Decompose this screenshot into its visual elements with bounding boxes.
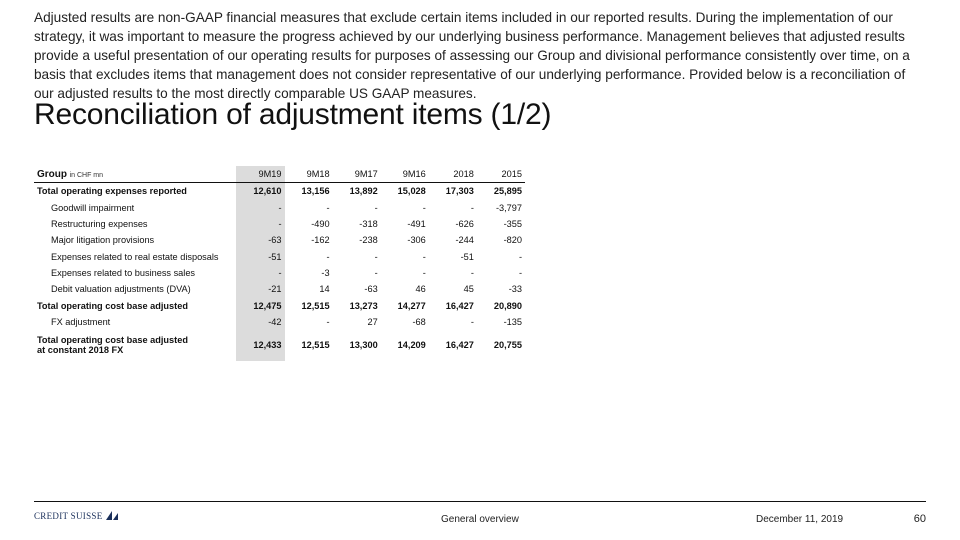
- cell: 13,156: [301, 186, 330, 197]
- cell: 12,515: [301, 300, 330, 311]
- cell: -3,797: [495, 202, 522, 213]
- cell: 12,515: [301, 340, 330, 351]
- cell: 15,028: [397, 186, 426, 197]
- cell: 12,475: [236, 297, 284, 313]
- table-row: [34, 183, 525, 200]
- table-row: [34, 265, 525, 281]
- cell: -51: [236, 248, 284, 264]
- cell: 13,892: [349, 186, 378, 197]
- cell: -318: [359, 219, 378, 230]
- table-header-row: [34, 166, 525, 183]
- row-label-line1: Total operating cost base adjusted: [37, 335, 188, 346]
- cell: 13,300: [349, 340, 378, 351]
- row-label: Expenses related to business sales: [51, 267, 196, 278]
- cell: -238: [359, 235, 378, 246]
- cell: -: [236, 265, 284, 281]
- page-title: Reconciliation of adjustment items (1/2): [34, 98, 552, 131]
- cell: 14,209: [397, 340, 426, 351]
- cell: 12,433: [236, 330, 284, 361]
- cell: 20,890: [493, 300, 522, 311]
- cell: -: [422, 251, 426, 262]
- table-row: [34, 248, 525, 264]
- table-row: [34, 297, 525, 313]
- table-row: [34, 200, 525, 216]
- row-label: Restructuring expenses: [51, 219, 148, 230]
- cell: 16,427: [445, 300, 474, 311]
- cell: -: [518, 251, 522, 262]
- cell: -135: [503, 316, 522, 327]
- page-number: 60: [913, 513, 926, 525]
- row-label: Debit valuation adjustments (DVA): [51, 284, 191, 295]
- cell: 16,427: [445, 340, 474, 351]
- intro-paragraph: Adjusted results are non-GAAP financial measures that exclude certain items included in our reported results. During the implementation of our strategy, it was important to measure the progress achieved by our underlying business performance. Management believes that adjusted results provide a useful presentation of our operating results for purposes of assessing our Group and divisional performance consistently over time, on a basis that excludes items that management does not consider representative of our underlying performance. Provided below is a reconciliation of our adjusted results to the most directly comparable US GAAP measures.: [34, 10, 910, 101]
- cell: -3: [321, 267, 330, 278]
- col-header: 9M17: [333, 166, 381, 183]
- footer-section: General overview: [441, 514, 519, 525]
- header-unit: in CHF mn: [69, 171, 104, 179]
- cell: 17,303: [445, 186, 474, 197]
- cell: -: [236, 200, 284, 216]
- footer-divider: [34, 501, 926, 502]
- cell: -490: [311, 219, 330, 230]
- cell: 13,273: [349, 300, 378, 311]
- cell: -491: [407, 219, 426, 230]
- cell: -: [374, 267, 378, 278]
- cell: 46: [415, 284, 426, 295]
- cell: -63: [236, 232, 284, 248]
- cell: 14: [319, 284, 330, 295]
- cell: -626: [455, 219, 474, 230]
- cell: -68: [412, 316, 426, 327]
- col-header: 9M19: [236, 166, 284, 183]
- cell: -: [470, 202, 474, 213]
- cell: -355: [503, 219, 522, 230]
- sails-icon: [105, 510, 119, 521]
- cell: 20,755: [493, 340, 522, 351]
- cell: -63: [364, 284, 378, 295]
- cell: -820: [503, 235, 522, 246]
- cell: 14,277: [397, 300, 426, 311]
- cell: -: [326, 251, 330, 262]
- cell: -162: [311, 235, 330, 246]
- cell: -42: [236, 314, 284, 330]
- reconciliation-table: [34, 166, 525, 361]
- row-label: [34, 330, 236, 361]
- credit-suisse-logo: [34, 510, 119, 521]
- cell: -: [326, 202, 330, 213]
- row-label: Goodwill impairment: [51, 202, 135, 213]
- row-label-line2: at constant 2018 FX: [37, 345, 124, 356]
- cell: -: [518, 267, 522, 278]
- cell: -: [326, 316, 330, 327]
- row-label: FX adjustment: [51, 316, 111, 327]
- cell: -244: [455, 235, 474, 246]
- table-row: [34, 281, 525, 297]
- col-header: 2018: [429, 166, 477, 183]
- cell: -33: [508, 284, 522, 295]
- cell: 45: [463, 284, 474, 295]
- cell: -21: [236, 281, 284, 297]
- cell: -: [470, 267, 474, 278]
- table-row: [34, 216, 525, 232]
- cell: -: [470, 316, 474, 327]
- cell: -306: [407, 235, 426, 246]
- table-row: [34, 330, 525, 361]
- col-header: 9M16: [381, 166, 429, 183]
- cell: 27: [367, 316, 378, 327]
- cell: -: [374, 202, 378, 213]
- table-row: [34, 232, 525, 248]
- logo-text: CREDIT SUISSE: [34, 510, 103, 521]
- row-label: Major litigation provisions: [51, 235, 155, 246]
- cell: -: [422, 202, 426, 213]
- table-row: [34, 314, 525, 330]
- cell: -: [374, 251, 378, 262]
- header-group-label: Group in CHF mn: [34, 166, 236, 183]
- row-label: Expenses related to real estate disposals: [51, 251, 219, 262]
- row-label: Total operating expenses reported: [37, 186, 187, 197]
- cell: -: [236, 216, 284, 232]
- col-header: 2015: [477, 166, 525, 183]
- footer-date: December 11, 2019: [756, 514, 844, 525]
- col-header: 9M18: [285, 166, 333, 183]
- cell: 12,610: [236, 183, 284, 200]
- cell: -: [422, 267, 426, 278]
- cell: 25,895: [493, 186, 522, 197]
- row-label: Total operating cost base adjusted: [37, 300, 188, 311]
- cell: -51: [460, 251, 474, 262]
